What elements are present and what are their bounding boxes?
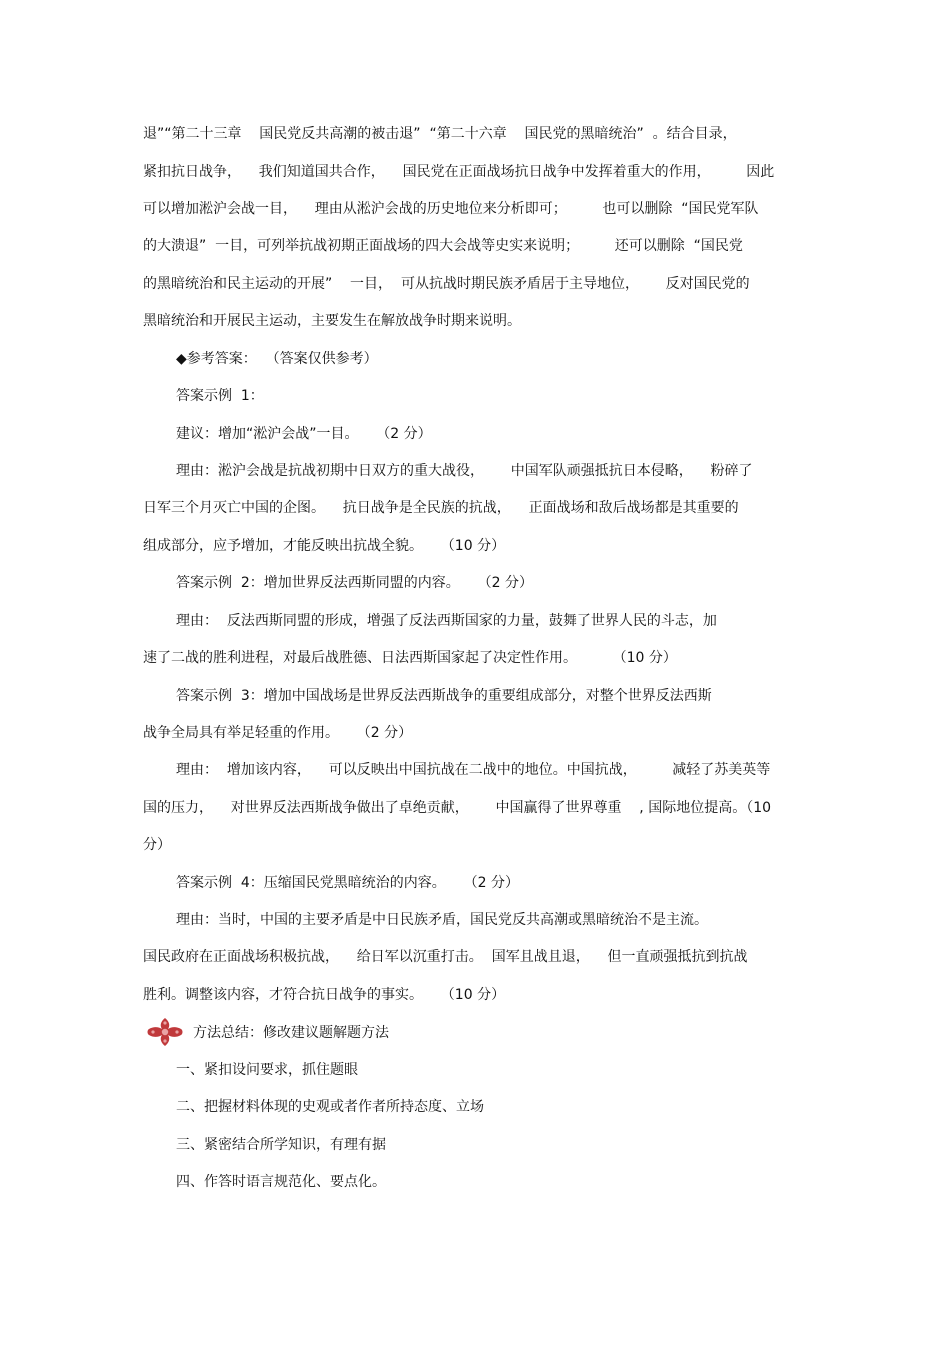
method-item: 一、紧扣设问要求，抓住题眼 <box>176 1062 358 1078</box>
method-summary-heading: 方法总结：修改建议题解题方法 <box>193 1025 389 1041</box>
reason-line: 组成部分，应予增加，才能反映出抗战全貌。 （10 分） <box>143 538 506 554</box>
answer-example-label: 答案示例 1： <box>176 388 264 404</box>
reason-line: 理由：当时，中国的主要矛盾是中日民族矛盾，国民党反共高潮或黑暗统治不是主流。 <box>176 912 708 928</box>
body-line: 的黑暗统治和民主运动的开展” 一目， 可从抗战时期民族矛盾居于主导地位， 反对国民党的 <box>143 276 750 292</box>
reason-line: 国的压力， 对世界反法西斯战争做出了卓绝贡献， 中国赢得了世界尊重 , 国际地位提高。（10 <box>143 800 772 816</box>
method-item: 二、把握材料体现的史观或者作者所持态度、立场 <box>176 1099 484 1115</box>
answer-example-line: 答案示例 3：增加中国战场是世界反法西斯战争的重要组成部分，对整个世界反法西斯 <box>176 688 712 704</box>
reason-line: 理由： 增加该内容， 可以反映出中国抗战在二战中的地位。中国抗战， 减轻了苏美英等 <box>176 762 771 778</box>
method-item: 三、紧密结合所学知识，有理有据 <box>176 1137 386 1153</box>
answer-example-line: 战争全局具有举足轻重的作用。 （2 分） <box>143 725 413 741</box>
reason-line: 速了二战的胜利进程，对最后战胜德、日法西斯国家起了决定性作用。 （10 分） <box>143 650 677 666</box>
body-line: 黑暗统治和开展民主运动，主要发生在解放战争时期来说明。 <box>143 313 521 329</box>
reason-line: 分） <box>143 837 171 853</box>
answer-example-line: 答案示例 4：压缩国民党黑暗统治的内容。 （2 分） <box>176 875 519 891</box>
reference-answer-heading: ◆参考答案： （答案仅供参考） <box>176 351 378 367</box>
reason-line: 国民政府在正面战场积极抗战， 给日军以沉重打击。 国军且战且退， 但一直顽强抵抗到抗战 <box>143 949 748 965</box>
suggestion-line: 建议：增加“淞沪会战”一目。 （2 分） <box>176 426 432 442</box>
reason-line: 理由： 反法西斯同盟的形成，增强了反法西斯国家的力量，鼓舞了世界人民的斗志，加 <box>176 613 717 629</box>
body-line: 可以增加淞沪会战一目， 理由从淞沪会战的历史地位来分析即可； 也可以删除 “国民党军队 <box>143 201 759 217</box>
reason-line: 日军三个月灭亡中国的企图。 抗日战争是全民族的抗战， 正面战场和敌后战场都是其重要的 <box>143 500 739 516</box>
cross-ornament-icon <box>145 1016 185 1048</box>
body-line: 的大溃退” 一目，可列举抗战初期正面战场的四大会战等史实来说明； 还可以删除 “国民党 <box>143 238 743 254</box>
reason-line: 理由：淞沪会战是抗战初期中日双方的重大战役， 中国军队顽强抵抗日本侵略， 粉碎了 <box>176 463 753 479</box>
answer-example-line: 答案示例 2：增加世界反法西斯同盟的内容。 （2 分） <box>176 575 533 591</box>
reason-line: 胜利。调整该内容，才符合抗日战争的事实。 （10 分） <box>143 987 506 1003</box>
body-line: 紧扣抗日战争， 我们知道国共合作， 国民党在正面战场抗日战争中发挥着重大的作用， 因此 <box>143 164 775 180</box>
body-line: 退”“第二十三章 国民党反共高潮的被击退” “第二十六章 国民党的黑暗统治” 。结合目录， <box>143 126 737 142</box>
method-item: 四、作答时语言规范化、要点化。 <box>176 1174 386 1190</box>
